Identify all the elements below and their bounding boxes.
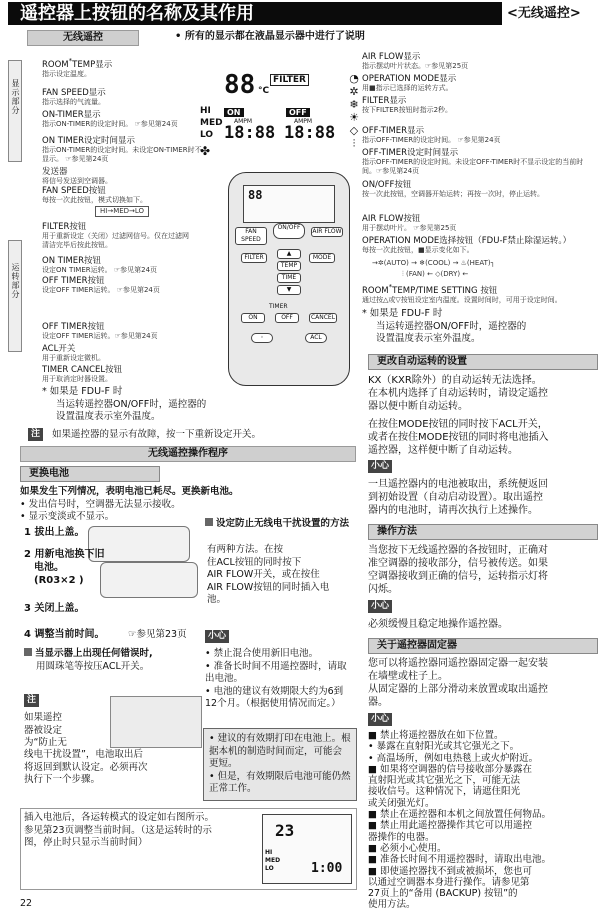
tip-line: • 但是，有效期限后电池可能仍然正常工作。 bbox=[209, 770, 351, 794]
wireless-remote-bar: 无线遥控 bbox=[27, 30, 139, 46]
holder-p bbox=[368, 657, 596, 709]
bottom-line: 图，停止时只显示当前时间） bbox=[24, 837, 148, 848]
fdu-note-line: * 如果是 FDU-F 时 bbox=[42, 386, 123, 397]
anti-line: AIR FLOW开关，或在按住 bbox=[207, 569, 320, 580]
label-off-timer-set-display bbox=[362, 148, 594, 176]
note-line: 如果遥控 bbox=[24, 712, 63, 723]
bottom-text bbox=[24, 812, 254, 850]
battery-bar: 更换电池 bbox=[20, 466, 160, 482]
anti-line: 有两种方法。在按 bbox=[207, 544, 284, 555]
anti-line: 住ACL按钮的同时按下 bbox=[207, 556, 302, 568]
label-title-suffix: TEMP显示 bbox=[72, 59, 113, 70]
tip2-mark: 小心 bbox=[368, 600, 392, 613]
label-title: FAN SPEED按钮 bbox=[42, 186, 106, 196]
label-on-timer-button bbox=[42, 256, 192, 275]
fdu-note-line: * 如果是 FDU-F 时 bbox=[362, 308, 443, 319]
label-title: ON/OFF按钮 bbox=[362, 180, 412, 190]
label-on-timer-set-display bbox=[42, 136, 202, 164]
label-desc: 用于重新设定微机。 bbox=[42, 354, 105, 362]
p-line: 从固定器的上部分滑动来放置或取出遥控 bbox=[368, 684, 548, 695]
temp-label: TEMP bbox=[277, 261, 301, 271]
display-part-side bbox=[8, 60, 22, 162]
auto-icon: ✲ bbox=[349, 85, 359, 98]
caution-line: 直射阳光或其它强光之下，可能无法 bbox=[368, 775, 521, 787]
remote-type-tag: <无线遥控> bbox=[507, 6, 581, 21]
mode-button[interactable]: MODE bbox=[309, 253, 335, 263]
small-lcd bbox=[262, 814, 352, 884]
label-on-timer-display bbox=[42, 110, 202, 129]
anti-interference-body bbox=[207, 544, 353, 607]
fan-mode-icon: ⫶ bbox=[352, 137, 356, 150]
label-operation-mode-display bbox=[362, 74, 594, 93]
lcd-off: OFF bbox=[286, 108, 310, 117]
label-title: 发送器 bbox=[42, 167, 68, 177]
fan-cycle: HI→MED→LO bbox=[95, 206, 149, 217]
fdu-note-left bbox=[42, 386, 302, 424]
step-3: 3 关闭上盖。 bbox=[24, 603, 85, 614]
tip-list-2 bbox=[203, 728, 357, 801]
lcd-unit: °C bbox=[258, 86, 270, 96]
label-desc: 用于摆动叶片。 ☞参见第25页 bbox=[362, 224, 457, 232]
anti-line: AIR FLOW按钮的同时插入电 bbox=[207, 581, 330, 593]
label-desc: 每按一次此按钮，■显示变化如下。 bbox=[362, 246, 474, 254]
tip-line: • 电池的建议有效期限大约为6到12个月。（根据使用情况而定。） bbox=[205, 685, 344, 709]
label-desc: 设定OFF TIMER运转。 ☞参见第24页 bbox=[42, 286, 160, 294]
filter-button[interactable]: FILTER bbox=[241, 253, 267, 263]
label-desc: 每按一次此按钮，模式切换如下。 bbox=[42, 196, 147, 204]
caution-line: 或关闭强光灯。 bbox=[368, 797, 435, 809]
caution-line: ■ 如果将空调器的信号接收部分暴露在 bbox=[368, 763, 532, 775]
error-title-text: 当显示器上出现任何错误时, bbox=[35, 648, 153, 659]
operation-part-label: 运转部分 bbox=[11, 263, 20, 299]
error-title bbox=[24, 648, 153, 661]
heat-icon: ☀ bbox=[349, 111, 359, 124]
tip-mark: 小心 bbox=[205, 630, 229, 643]
note-mark: 注 bbox=[28, 428, 43, 441]
caution-line: ■ 准备长时间不用遥控器时，请取出电池。 bbox=[368, 854, 551, 866]
step-4: 4 调整当前时间。 bbox=[24, 629, 105, 640]
p-line: 遥控器，这样便中断了自动运转。 bbox=[368, 445, 518, 456]
caution-line: 接收信号。这种情况下，请遮住阳光 bbox=[368, 786, 521, 798]
p-line: 器。 bbox=[368, 697, 388, 708]
method-p bbox=[368, 544, 596, 596]
p-line: 在墙壁或柱子上。 bbox=[368, 671, 448, 682]
caution-line: ■ 必须小心使用。 bbox=[368, 842, 447, 854]
timer-cancel-button[interactable]: CANCEL bbox=[310, 314, 336, 321]
label-title: OPERATION MODE显示 bbox=[362, 74, 457, 84]
remote-body bbox=[228, 172, 350, 386]
label-title: OPERATION MODE选择按钮（FDU-F禁止除湿运转。） bbox=[362, 236, 572, 246]
label-desc: 设定ON TIMER运转。 ☞参见第24页 bbox=[42, 266, 158, 274]
tip3-mark: 小心 bbox=[368, 713, 392, 726]
step-2c: (R03×2 ) bbox=[34, 575, 84, 586]
step-1: 1 拔出上盖。 bbox=[24, 527, 85, 538]
p-line: 当您按下无线遥控器的各按钮时，正确对 bbox=[368, 545, 548, 556]
mode-icons bbox=[346, 72, 362, 150]
battery-note-cont bbox=[24, 749, 204, 787]
reset-button[interactable]: ◦ bbox=[251, 333, 273, 343]
label-title: FILTER显示 bbox=[362, 96, 407, 106]
label-desc: 将信号发送到空调器。 bbox=[42, 177, 112, 185]
label-desc: 指示ON-TIMER的设定时间。 ☞参见第24页 bbox=[42, 120, 178, 128]
label-desc: 用于重新设定（关闭）过滤网信号。仅在过滤网清洁完毕后按此按钮。 bbox=[42, 232, 189, 249]
label-fan-speed-button bbox=[42, 186, 192, 205]
label-desc: 指示ON-TIMER的设定时间。未设定ON-TIMER时不显示。 ☞参见第24页 bbox=[42, 146, 202, 163]
note-line: 线电干扰设置”，电池取出后 bbox=[24, 749, 143, 760]
dry-icon: ◇ bbox=[349, 124, 359, 137]
small-lcd-med: MED bbox=[265, 857, 281, 864]
step-2b: 电池。 bbox=[34, 562, 64, 573]
timer-label: TIMER bbox=[269, 303, 288, 310]
on-timer-button[interactable]: ON bbox=[241, 313, 265, 323]
label-desc: 用于取消定时器设置。 bbox=[42, 375, 112, 383]
label-off-timer-button bbox=[42, 276, 192, 295]
battery-bullet-2: • 显示变淡或不显示。 bbox=[20, 511, 115, 522]
tip-line: • 建议的有效期打印在电池上。根据本机的制造时间而定，可能会更短。 bbox=[209, 733, 351, 769]
note-reset: 如果遥控器的显示有故障，按一下重新设定开关。 bbox=[52, 429, 262, 440]
acl-press-illustration bbox=[110, 696, 202, 748]
label-title: ON-TIMER显示 bbox=[42, 110, 101, 120]
remote-lcd-temp: 88 bbox=[248, 188, 263, 202]
label-sup: * bbox=[388, 282, 393, 291]
holder-bar: 关于遥控器固定器 bbox=[368, 638, 598, 654]
page-title: 遥控器上按钮的名称及其作用 bbox=[20, 3, 254, 24]
note-line: 将返回到默认设定。必须再次 bbox=[24, 761, 148, 773]
label-operation-mode-button bbox=[362, 236, 594, 255]
caution-line: 使用方法。 bbox=[368, 899, 416, 911]
small-lcd-time: 1:00 bbox=[311, 861, 343, 876]
label-timer-cancel-button bbox=[42, 365, 192, 384]
tip2-p: 必须缓慢且稳定地操作遥控器。 bbox=[368, 619, 508, 630]
holder-cautions bbox=[368, 730, 598, 911]
p-line: 器内的电池时，请再次执行上述操作。 bbox=[368, 505, 538, 516]
battery-insert-illustration bbox=[100, 562, 198, 598]
label-title: ROOM bbox=[42, 59, 69, 70]
fan-icon: ✤ bbox=[200, 144, 211, 158]
label-title: OFF TIMER按钮 bbox=[42, 276, 105, 286]
small-lcd-lo: LO bbox=[265, 865, 274, 872]
fan-speed-button[interactable]: FAN SPEED bbox=[235, 227, 267, 245]
mode-cycle-2: ⫶ (FAN) ← ◇(DRY) ← bbox=[402, 270, 469, 278]
label-title: OFF-TIMER显示 bbox=[362, 126, 425, 136]
p-line: 在本机内选择了自动运转时，请设定遥控 bbox=[368, 388, 548, 399]
tip-line: • 准备长时间不用遥控器时，请取出电池。 bbox=[205, 660, 347, 684]
p-line: 器以便中断自动运转。 bbox=[368, 401, 468, 412]
lcd-time-2: 18:88 bbox=[284, 123, 336, 143]
lcd-hi: HI bbox=[200, 106, 211, 116]
caution-line: ■ 禁止将遥控器放在如下位置。 bbox=[368, 730, 504, 741]
lcd-note: • 所有的显示都在液晶显示器中进行了说明 bbox=[175, 31, 365, 42]
air-flow-button[interactable]: AIR FLOW bbox=[312, 228, 342, 235]
label-air-flow-button bbox=[362, 214, 594, 233]
fdu-note-right bbox=[362, 308, 594, 346]
tip-list bbox=[205, 648, 355, 711]
fdu-note-line: 设置温度表示室外温度。 bbox=[376, 333, 481, 344]
caution-line: • 高温场所，例如电热毯上或火炉附近。 bbox=[368, 752, 539, 764]
cool-icon: ❄ bbox=[349, 98, 359, 111]
lcd-on: ON bbox=[224, 108, 244, 117]
p-line: 或者在按住MODE按钮的同时将电池插入 bbox=[368, 432, 549, 443]
label-title: ACL开关 bbox=[42, 344, 76, 354]
fdu-note-line: 设置温度表示室外温度。 bbox=[56, 411, 161, 422]
battery-note bbox=[24, 712, 104, 750]
time-label: TIME bbox=[277, 273, 301, 283]
fdu-note-line: 当运转遥控器ON/OFF时，遥控器的 bbox=[56, 398, 207, 410]
p-line: 在按住MODE按钮的同时按下ACL开关， bbox=[368, 419, 548, 430]
mode-cycle-1: →✲(AUTO) → ❄(COOL) → ♨(HEAT)┐ bbox=[372, 259, 495, 267]
display-part-label: 显示部分 bbox=[11, 79, 20, 115]
tip-mark-right: 小心 bbox=[368, 460, 392, 473]
p-line: 空调器接收到正确的信号，运转指示灯将 bbox=[368, 571, 548, 582]
caution-line: ■ 禁止用此遥控器操作其它可以用遥控 bbox=[368, 820, 532, 832]
temp-up-button[interactable]: ▲ bbox=[277, 249, 301, 259]
label-desc: 指示摆动叶片状态。☞参见第25页 bbox=[362, 62, 469, 70]
label-title: ON TIMER设定时间显示 bbox=[42, 136, 136, 146]
temp-down-button[interactable]: ▼ bbox=[277, 285, 301, 295]
small-lcd-temp: 23 bbox=[275, 821, 295, 840]
p-line: 准空调器的接收部分，信号被传送。如果 bbox=[368, 558, 548, 569]
p-line: 到初始设置（自动启动设置）。取出遥控 bbox=[368, 492, 543, 503]
label-transmitter bbox=[42, 167, 192, 186]
caution-line: ■ 即使遥控器找不到或被损坏，您也可 bbox=[368, 865, 532, 877]
battery-note-mark: 注 bbox=[24, 694, 39, 707]
fdu-note-line: 当运转遥控器ON/OFF时，遥控器的 bbox=[376, 320, 527, 332]
label-title: ON TIMER按钮 bbox=[42, 256, 102, 266]
page-number: 22 bbox=[20, 898, 33, 909]
note-line: 为“防止无 bbox=[24, 737, 67, 748]
anti-line: 池。 bbox=[207, 594, 227, 605]
procedure-bar: 无线遥控操作程序 bbox=[20, 446, 356, 462]
lcd-time-1: 18:88 bbox=[224, 123, 276, 143]
label-off-timer-button-2 bbox=[42, 322, 192, 341]
p-line: 一旦遥控器内的电池被取出，系统便返回 bbox=[368, 479, 548, 490]
label-desc: 指示选择的气流量。 bbox=[42, 98, 105, 106]
caution-line: • 暴露在直射阳光或其它强光之下。 bbox=[368, 741, 520, 753]
label-on-off-button bbox=[362, 180, 594, 199]
label-desc: 指示OFF-TIMER的设定时间。未设定OFF-TIMER时不显示设定的当前时间。☞参见第24页 bbox=[362, 158, 584, 175]
method-bar: 操作方法 bbox=[368, 524, 598, 540]
anti-title-text: 设定防止无线电干扰设置的方法 bbox=[216, 518, 350, 529]
label-desc: 按下FILTER按钮时指示2秒。 bbox=[362, 106, 453, 114]
bottom-line: 插入电池后，各运转模式的设定如右图所示。 bbox=[24, 812, 215, 823]
note-line: 器被设定 bbox=[24, 724, 63, 736]
label-title: FILTER按钮 bbox=[42, 222, 87, 232]
label-filter-display bbox=[362, 96, 594, 115]
caution-line: 27页上的“备用 (BACKUP) 按钮”的 bbox=[368, 888, 518, 900]
caution-line: 以通过空调器本身进行操作。请参见第 bbox=[368, 876, 530, 888]
label-fan-speed-display bbox=[42, 88, 192, 107]
lcd-illustration bbox=[198, 66, 348, 156]
p-line: KX（KXR除外）的自动运转无法选择。 bbox=[368, 375, 542, 386]
label-title: OFF TIMER按钮 bbox=[42, 322, 105, 332]
off-timer-button[interactable]: OFF bbox=[275, 313, 299, 323]
operation-part-side bbox=[8, 240, 22, 352]
label-title: AIR FLOW显示 bbox=[362, 52, 421, 62]
label-sup: * bbox=[68, 56, 73, 65]
bottom-line: 参见第23页调整当前时间。（这是运转时的示 bbox=[24, 824, 212, 836]
caution-line: ■ 禁止在遥控器和本机之间放置任何物品。 bbox=[368, 809, 551, 821]
auto-run-p2 bbox=[368, 418, 596, 457]
remote-lcd bbox=[243, 185, 335, 223]
label-air-flow-display bbox=[362, 52, 594, 71]
label-room-temp-button bbox=[362, 282, 594, 305]
step-2a: 2 用新电池换下旧 bbox=[24, 549, 105, 560]
note-line: 执行下一个步骤。 bbox=[24, 774, 101, 785]
lcd-med: MED bbox=[200, 118, 223, 128]
lcd-filter: FILTER bbox=[270, 74, 309, 86]
label-acl-switch bbox=[42, 344, 192, 363]
acl-switch[interactable]: ACL bbox=[305, 333, 327, 343]
auto-run-p1 bbox=[368, 374, 596, 413]
small-lcd-hi: HI bbox=[265, 849, 273, 856]
label-title: FAN SPEED显示 bbox=[42, 88, 106, 98]
p-line: 您可以将遥控器同遥控器固定器一起安装 bbox=[368, 658, 548, 669]
label-desc: 指示设定温度。 bbox=[42, 69, 91, 78]
label-title-suffix: TEMP/TIME SETTING 按钮 bbox=[392, 285, 498, 296]
lcd-lo: LO bbox=[200, 130, 214, 140]
label-desc: 通过按△或▽按钮设定室内温度。设置时间时，可用于设定时间。 bbox=[362, 295, 562, 304]
label-title: OFF-TIMER设定时间显示 bbox=[362, 148, 459, 158]
label-desc: 设定OFF TIMER运转。☞参见第24页 bbox=[42, 332, 158, 340]
lcd-big-temp: 88 bbox=[224, 70, 256, 100]
auto-run-bar: 更改自动运转的设置 bbox=[368, 354, 598, 370]
step-4-ref: ☞参见第23页 bbox=[128, 629, 187, 640]
tip-right-p bbox=[368, 478, 596, 517]
label-title: ROOM bbox=[362, 285, 389, 296]
battery-bullet-1: • 发出信号时，空调器无法显示接收。 bbox=[20, 499, 181, 510]
label-off-timer-display bbox=[362, 126, 594, 145]
tip-line: • 禁止混合使用新旧电池。 bbox=[205, 648, 319, 659]
label-desc: 指示OFF-TIMER的设定时间。 ☞参见第24页 bbox=[362, 136, 501, 144]
label-room-temp-display bbox=[42, 56, 192, 79]
anti-interference-title bbox=[205, 518, 353, 531]
error-body: 用圆珠笔等按压ACL开关。 bbox=[36, 661, 150, 672]
label-title: AIR FLOW按钮 bbox=[362, 214, 421, 224]
p-line: 闪烁。 bbox=[368, 584, 398, 595]
caution-line: 器操作的电器。 bbox=[368, 831, 435, 843]
lcd-ampm-1: AMPM bbox=[234, 118, 253, 125]
label-desc: 按一次此按钮，空调器开始运转；再按一次时，停止运转。 bbox=[362, 190, 544, 198]
air-flow-icon: ◔ bbox=[349, 72, 359, 85]
on-off-button[interactable]: ON/OFF bbox=[273, 223, 305, 239]
lcd-ampm-2: AMPM bbox=[294, 118, 313, 125]
label-filter-button bbox=[42, 222, 192, 250]
label-title: TIMER CANCEL按钮 bbox=[42, 365, 123, 375]
battery-intro: 如果发生下列情况，表明电池已耗尽。更换新电池。 bbox=[20, 486, 239, 497]
label-desc: 用■指示已选择的运转方式。 bbox=[362, 84, 453, 92]
